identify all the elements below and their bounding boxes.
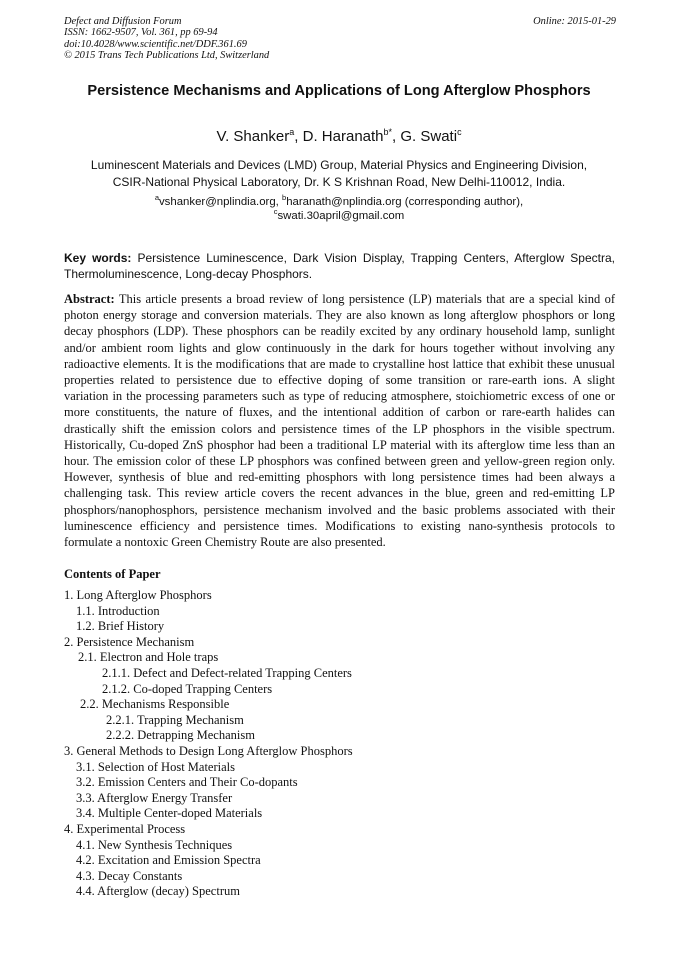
keywords-label: Key words: [64, 251, 132, 265]
toc-item: 2.1.2. Co-doped Trapping Centers [102, 681, 273, 696]
toc-item: 4. Experimental Process [64, 821, 186, 836]
toc-item: 3.2. Emission Centers and Their Co-dopants [76, 775, 298, 790]
toc-item: 1. Long Afterglow Phosphors [64, 588, 212, 602]
affiliation-line: CSIR-National Physical Laboratory, Dr. K S Krishnan Road, New Delhi-110012, India. [112, 175, 566, 189]
toc-item: 3. General Methods to Design Long Afterglow Phosphors [64, 743, 353, 758]
email-sup: c [273, 207, 278, 217]
toc-item: 2.2. Mechanisms Responsible [80, 697, 230, 712]
toc-item: 1.2. Brief History [76, 619, 165, 634]
journal-doi: doi:10.4028/www.scientific.net/DDF.361.69 [64, 38, 247, 50]
toc-item: 1.1. Introduction [76, 603, 160, 618]
journal-name: Defect and Diffusion Forum [64, 16, 182, 27]
email-link[interactable]: swati.30april@gmail.com [277, 210, 405, 222]
toc-item: 2.1.1. Defect and Defect-related Trapping Centers [102, 665, 352, 680]
toc-item: 3.1. Selection of Host Materials [76, 759, 235, 774]
keywords [64, 250, 615, 282]
abstract-label: Abstract: [64, 292, 115, 306]
author-sup: a [289, 127, 295, 137]
toc-item: 2.2.1. Trapping Mechanism [106, 712, 244, 727]
toc-item: 4.3. Decay Constants [76, 868, 183, 883]
toc-item: 4.2. Excitation and Emission Spectra [76, 853, 261, 868]
toc-item: 2. Persistence Mechanism [64, 634, 195, 649]
author-sup: c [457, 127, 462, 137]
author-sup: b* [383, 127, 393, 137]
toc-item: 2.2.2. Detrapping Mechanism [106, 728, 255, 743]
author-emails: $^a$vshanker@nplindia.org, $^b$haranath@nplindia.org (corresponding author), $^c$swati.30april@gmail.com [154, 193, 524, 222]
abstract [64, 291, 615, 550]
table-of-contents [64, 588, 614, 900]
keywords-text: Persistence Luminescence, Dark Vision Display, Trapping Centers, Afterglow Spectra, Thermoluminescence, Long-decay Phosphors. [64, 251, 615, 281]
author-name: D. Haranath [302, 128, 384, 145]
online-date: Online: 2015-01-29 [533, 16, 616, 27]
affiliation-line: Luminescent Materials and Devices (LMD) Group, Material Physics and Engineering Division, [90, 158, 588, 172]
toc-item: 4.4. Afterglow (decay) Spectrum [76, 884, 240, 899]
email-sup: a [154, 193, 159, 203]
affiliation [64, 157, 614, 191]
toc-item: 4.1. New Synthesis Techniques [76, 837, 233, 852]
abstract-text: This article presents a broad review of long persistence (LP) materials that are a special kind of photon energy storage and conversion materials. They are also known as long afterglow phosphors or long decay phosphors (LDP). These phosphors can be readily excited by any ordinary household lamp, sunlight and/or ambient room lights and glow continuously in the dark for hours together without involving any radioactive elements. It is the modifications that are made to crystalline host lattice that exhibit these unusual properties related to persistence due to effective doping of some transition or rare-earth ions. A slight variation in the processing parameters such as type of reducing atmosphere, stoichiometric excess of one or more constituents, the nature of fluxes, and the intentional addition of carbon or rare-earth halides can drastically shift the emission colors and persistence times of the LP phosphors in the visible spectrum. Historically, Cu-doped ZnS phosphor had been a traditional LP material with its afterglow time less than an hour. The emission color of these LP phosphors was confined between green and yellow-green region only. However, synthesis of blue and red-emitting phosphors with long persistence times had been always a challenging task. This review article covers the recent advances in the blue, green and red-emitting LP phosphors/nanophosphors, persistence mechanism involved and the basic problems associated with their luminescence efficiency and persistence times. Modifications to existing nano-synthesis protocols to formulate a nontoxic Green Chemistry Route are also presented. [64, 292, 615, 550]
toc-item: 2.1. Electron and Hole traps [78, 650, 219, 665]
author-name: V. Shanker [216, 128, 290, 145]
journal-issn: ISSN: 1662-9507, Vol. 361, pp 69-94 [64, 27, 218, 39]
email-link[interactable]: vshanker@nplindia.org [158, 196, 276, 208]
email-sup: b [282, 193, 287, 203]
contents-heading: Contents of Paper [64, 567, 161, 581]
author-name: G. Swati [400, 128, 458, 145]
toc-item: 3.4. Multiple Center-doped Materials [76, 806, 263, 821]
toc-item: 3.3. Afterglow Energy Transfer [76, 790, 233, 805]
email-link[interactable]: haranath@nplindia.org (corresponding author), [286, 196, 524, 208]
journal-copyright: © 2015 Trans Tech Publications Ltd, Switzerland [64, 50, 270, 62]
paper-title: Persistence Mechanisms and Applications of Long Afterglow Phosphors [87, 83, 591, 99]
author-list: V. Shanker$^a$, D. Haranath$^{b*}$, G. Swati$^c$ [216, 127, 462, 145]
journal-header [64, 16, 616, 62]
